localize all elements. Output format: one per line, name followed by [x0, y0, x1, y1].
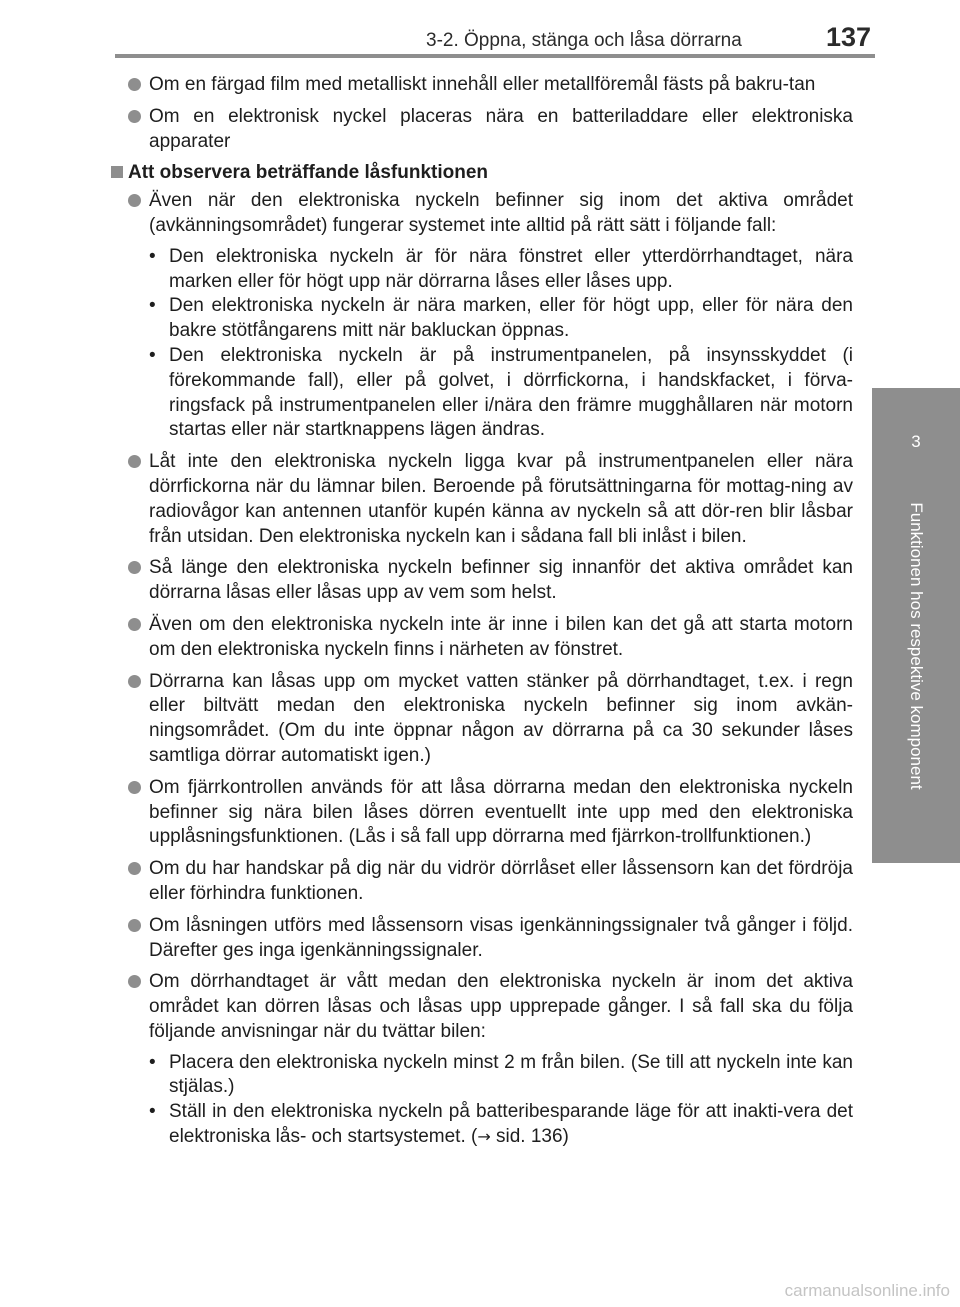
list-item — [128, 670, 853, 769]
item-text: Om en färgad film med metalliskt innehåll eller metallföremål fästs på bakru-tan — [149, 74, 816, 95]
sub-item — [149, 1100, 853, 1150]
list-item — [128, 73, 853, 98]
section-title: 3-2. Öppna, stänga och låsa dörrarna — [426, 30, 742, 51]
section-heading-text: Att observera beträffande låsfunktionen — [128, 162, 489, 184]
chapter-number: 3 — [911, 432, 921, 451]
sub-item — [149, 1051, 853, 1101]
sub-item-text: Ställ in den elektroniska nyckeln på batteribesparande läge för att inakti-vera det elektroniska lås- och startsystemet. ( — [169, 1101, 853, 1148]
bullet-icon — [128, 78, 141, 91]
bullet-icon — [128, 919, 141, 932]
dot-icon: • — [149, 1101, 156, 1123]
item-text: Även om den elektroniska nyckeln inte är inne i bilen kan det gå att starta motorn om den elektroniska nyckeln finns i närheten av fönstret. — [149, 613, 853, 660]
bullet-icon — [128, 110, 141, 123]
page-number: 137 — [826, 22, 872, 52]
list-item — [128, 105, 853, 155]
square-bullet-icon — [111, 166, 123, 178]
item-text: Om en elektronisk nyckel placeras nära en batteriladdare eller elektroniska apparater — [149, 105, 853, 152]
arrow-right-icon: → — [477, 1127, 491, 1147]
sub-item — [149, 344, 853, 443]
item-text: Dörrarna kan låsas upp om mycket vatten stänker på dörrhandtaget, t.ex. i regn eller biltvätt medan den elektroniska nyckeln befinner sig inom avkän-ningsområdet. (Om du inte öppnar någon av dörrarna på ca 30 sekunder låses samtliga dörrar automatiskt igen.) — [149, 670, 853, 766]
list-item — [128, 857, 853, 907]
sub-item — [149, 245, 853, 295]
sub-list — [149, 1051, 853, 1150]
list-item — [128, 450, 853, 549]
item-text: Låt inte den elektroniska nyckeln ligga kvar på instrumentpanelen eller nära dörrfickorna när du lämnar bilen. Beroende på förutsättningarna för mottag-ning av radiovågor kan antennen utanför kupén känna av nyckeln så att dör-ren blir låsbar från utsidan. Den elektroniska nyckeln kan i sådana fall bli inlåst i bilen. — [149, 451, 853, 547]
item-text: Även när den elektroniska nyckeln befinner sig inom det aktiva området (avkänningsområdet) fungerar systemet inte alltid på rätt sätt i följande fall: — [149, 190, 853, 236]
sub-item-text: Den elektroniska nyckeln är nära marken, eller för högt upp, eller för nära den bakre stötfångarens mitt när bakluckan öppnas. — [169, 295, 853, 342]
list-item — [128, 556, 853, 606]
section-heading — [111, 161, 853, 186]
list-item — [128, 776, 853, 850]
header-divider — [115, 54, 875, 58]
chapter-label: Funktionen hos respektive komponent — [907, 502, 926, 790]
bullet-icon — [128, 675, 141, 688]
bullet-icon — [128, 781, 141, 794]
bullet-icon — [128, 618, 141, 631]
bullet-icon — [128, 862, 141, 875]
page-reference[interactable]: sid. 136) — [490, 1126, 569, 1148]
list-item — [128, 613, 853, 663]
dot-icon: • — [149, 245, 156, 267]
list-item — [128, 970, 853, 1150]
watermark: carmanualsonline.info — [784, 1281, 950, 1300]
bullet-icon — [128, 975, 141, 988]
item-text: Så länge den elektroniska nyckeln befinner sig innanför det aktiva området kan dörrarna låsas eller låsas upp av vem som helst. — [149, 557, 853, 604]
dot-icon: • — [149, 1051, 156, 1073]
bullet-icon — [128, 561, 141, 574]
bullet-icon — [128, 194, 141, 207]
item-text: Om dörrhandtaget är vått medan den elektroniska nyckeln är inom det aktiva området kan dörren låsas och låsas upp upprepade gånger. I så fall ska du följa följande anvisningar när du tvättar bilen: — [149, 971, 853, 1042]
dot-icon: • — [149, 344, 156, 366]
sub-item-text: Den elektroniska nyckeln är på instrumentpanelen, på insynsskyddet (i förekommande fall), eller på golvet, i dörrfickorna, i handskfacket, i förva-ringsfack på instrumentpanelen eller i/nära den främre mugghållaren när motorn startas eller när startknappens lägen ändras. — [169, 344, 853, 441]
main-content — [128, 73, 853, 1157]
item-text: Om låsningen utförs med låssensorn visas igenkänningssignaler två gånger i följd. Därefter ges inga igenkänningssignaler. — [149, 914, 853, 961]
item-text: Om du har handskar på dig när du vidrör dörrlåset eller låssensorn kan det fördröja eller förhindra funktionen. — [149, 858, 853, 904]
bullet-icon — [128, 455, 141, 468]
item-text: Om fjärrkontrollen används för att låsa dörrarna medan den elektroniska nyckeln befinner sig nära bilen låses dörren eventuellt inte upp med den elektroniska upplåsningsfunktionen. (Lås i så fall upp dörrarna med fjärrkon-trollfunktionen.) — [149, 776, 853, 848]
dot-icon: • — [149, 295, 156, 317]
list-item — [128, 914, 853, 964]
sub-item-text: Placera den elektroniska nyckeln minst 2 m från bilen. (Se till att nyckeln inte kan stjälas.) — [169, 1051, 853, 1098]
sub-item — [149, 294, 853, 344]
list-item — [128, 189, 853, 443]
sub-item-text: Den elektroniska nyckeln är för nära fönstret eller ytterdörrhandtaget, nära marken eller för högt upp när dörrarna låses eller låses upp. — [169, 245, 853, 292]
chapter-tab — [872, 388, 960, 863]
sub-list — [149, 245, 853, 443]
